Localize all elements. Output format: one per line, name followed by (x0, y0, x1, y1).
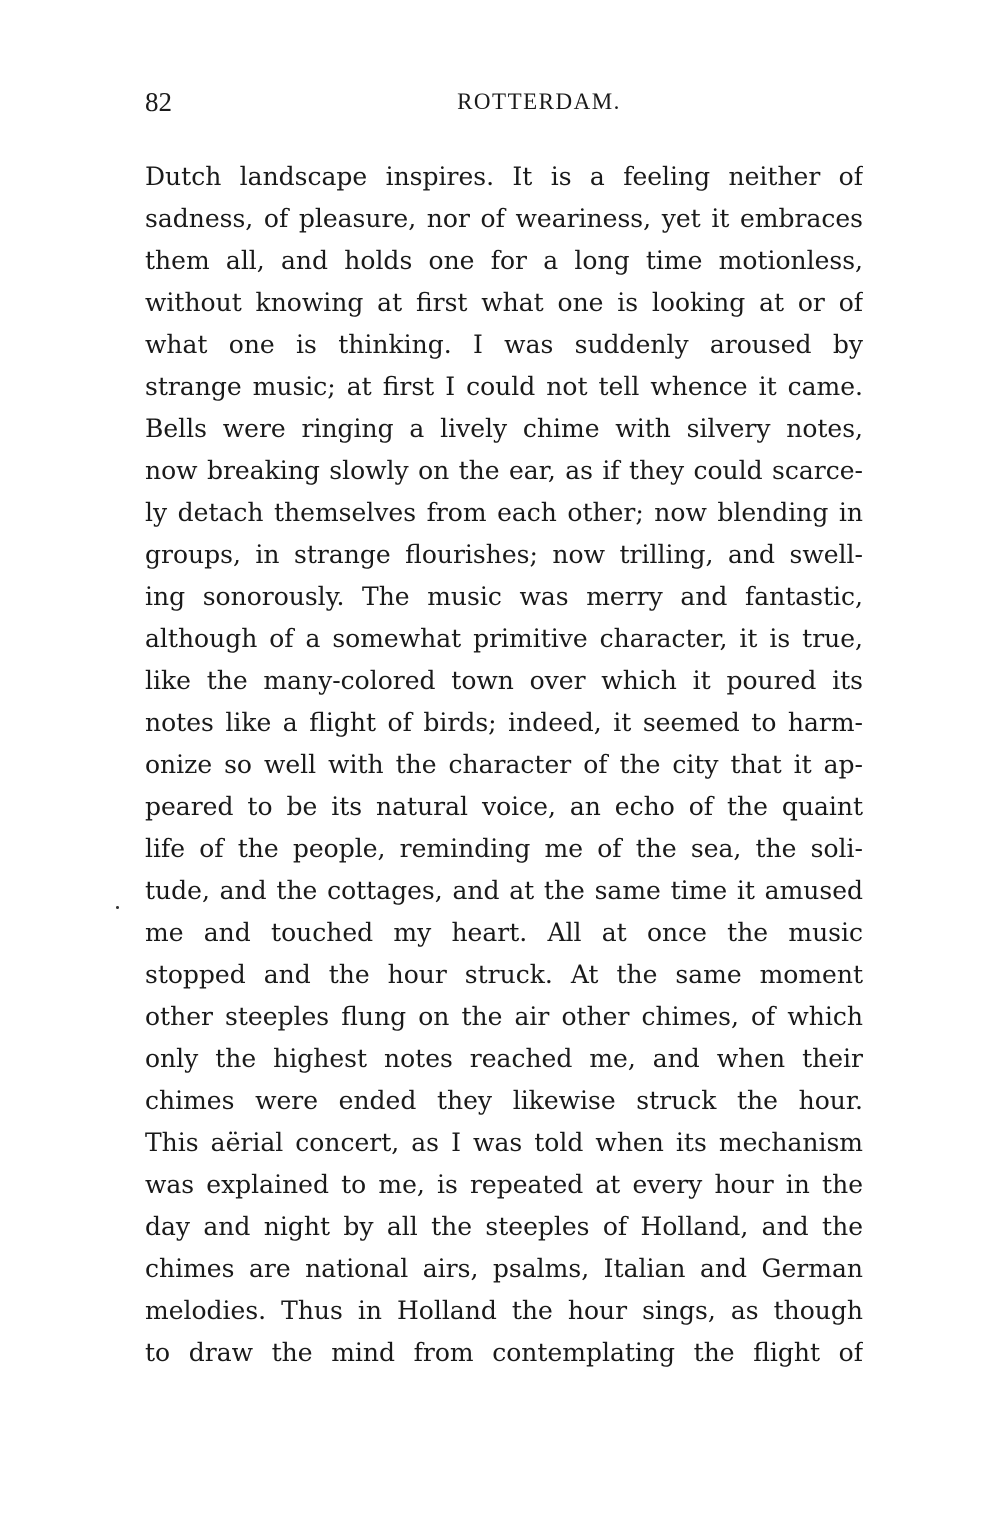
text-line: chimes are national airs, psalms, Italian and German (145, 1254, 863, 1283)
text-line: stopped and the hour struck. At the same moment (145, 960, 863, 989)
text-line: strange music; at first I could not tell whence it came. (145, 372, 863, 401)
text-line: although of a somewhat primitive character, it is true, (145, 624, 863, 653)
stray-ink-mark (116, 906, 119, 909)
text-line: was explained to me, is repeated at every hour in the (145, 1170, 863, 1199)
text-line: groups, in strange flourishes; now trilling, and swell- (145, 540, 863, 569)
text-line: to draw the mind from contemplating the flight of (145, 1338, 863, 1367)
text-line: only the highest notes reached me, and when their (145, 1044, 863, 1073)
text-line: without knowing at first what one is looking at or of (145, 288, 863, 317)
text-line: what one is thinking. I was suddenly aroused by (145, 330, 863, 359)
text-line: This aërial concert, as I was told when its mechanism (145, 1128, 863, 1157)
text-line: Dutch landscape inspires. It is a feeling neither of (145, 162, 863, 191)
body-text (145, 156, 863, 1374)
text-line: ing sonorously. The music was merry and fantastic, (145, 582, 863, 611)
text-line: life of the people, reminding me of the sea, the soli- (145, 834, 863, 863)
text-line: now breaking slowly on the ear, as if they could scarce- (145, 456, 863, 485)
page-number: 82 (145, 87, 172, 117)
text-line: them all, and holds one for a long time motionless, (145, 246, 863, 275)
text-line: Bells were ringing a lively chime with silvery notes, (145, 414, 863, 443)
text-line: day and night by all the steeples of Holland, and the (145, 1212, 863, 1241)
text-line: tude, and the cottages, and at the same time it amused (145, 876, 863, 905)
text-line: me and touched my heart. All at once the music (145, 918, 863, 947)
text-line: like the many-colored town over which it poured its (145, 666, 863, 695)
running-head: ROTTERDAM. (457, 89, 621, 114)
text-line: ly detach themselves from each other; now blending in (145, 498, 863, 527)
text-line: melodies. Thus in Holland the hour sings, as though (145, 1296, 863, 1325)
page-header (145, 82, 863, 122)
text-line: other steeples flung on the air other chimes, of which (145, 1002, 863, 1031)
text-line: sadness, of pleasure, nor of weariness, yet it embraces (145, 204, 863, 233)
text-line: chimes were ended they likewise struck the hour. (145, 1086, 863, 1115)
text-line: notes like a flight of birds; indeed, it seemed to harm- (145, 708, 863, 737)
text-line: onize so well with the character of the city that it ap- (145, 750, 863, 779)
text-line: peared to be its natural voice, an echo of the quaint (145, 792, 863, 821)
